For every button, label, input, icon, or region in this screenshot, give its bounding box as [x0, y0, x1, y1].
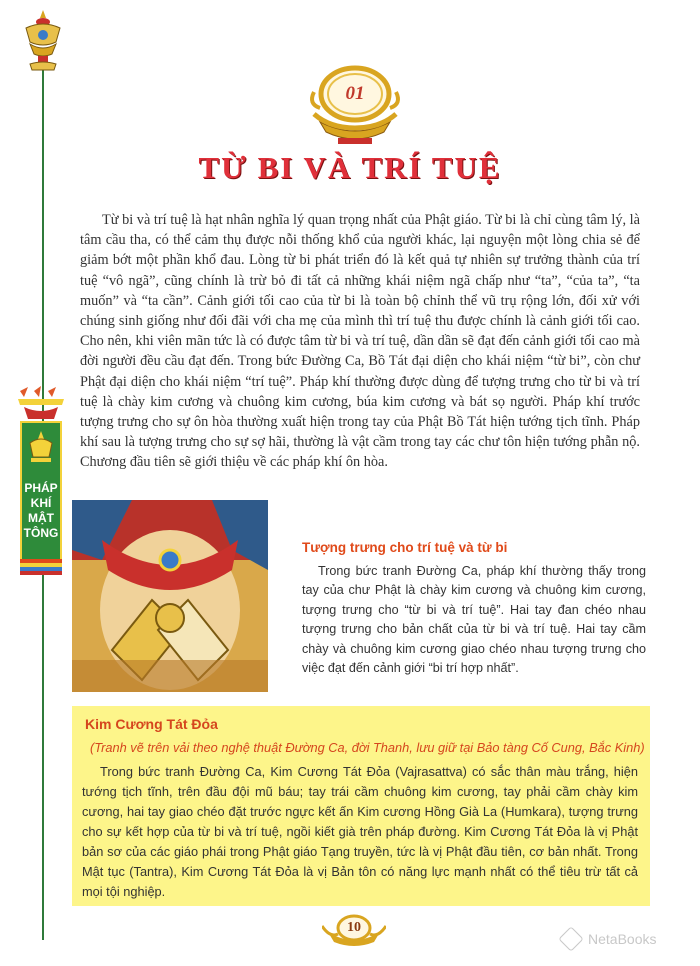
watermark-text: NetaBooks [588, 931, 657, 947]
chapter-badge [300, 62, 410, 150]
ritual-vessel-icon [18, 8, 68, 76]
watermark [562, 930, 656, 948]
box-text: Trong bức tranh Đường Ca, Kim Cương Tát Đỏa (Vajrasattva) có sắc thân màu trắng, hiện tướng tịch tĩnh, trên đầu đội mũ báu; tay trái cầm chuông kim cương, tay phải cầm chày kim cương, hai tay giao chéo đặt trước ngực kết ấn Kim cương Hồng Già La (Humkara), tượng trưng cho sự kết hợp của từ bi và trí tuệ, ngồi kiết già trên pháp đường. Kim Cương Tát Đỏa là vị Phật bản sơ của các giáo phái trong Phật giáo Tạng truyền, tức là vị Phật đầu tiên, cơ bản nhất. Trong Mật tục (Tantra), Kim Cương Tát Đỏa là vị Bản tôn có năng lực mạnh nhất có thể tiêu trừ tất cả mọi tội nghiệp. [82, 764, 638, 899]
page-number: 10 [347, 920, 361, 935]
intro-paragraph [80, 210, 640, 473]
intro-text: Từ bi và trí tuệ là hạt nhân nghĩa lý quan trọng nhất của Phật giáo. Từ bi là chỉ cùng tâm lý, là tâm cầu tha, có thể cảm thụ được nỗi thống khổ của người khác, lại nguyện một lòng chia sẻ để giảm bớt một phần khổ đau. Lòng từ bi phát triển đó là kết quả tự nhiên sự trưởng thành của trí tuệ “vô ngã”, cũng chính là trừ bỏ đi tất cả những khái niệm ngã chấp như “ta”, “của ta”, “ta muốn” và “ta cần”. Cảnh giới tối cao của từ bi là toàn bộ chỉnh thể vũ trụ rộng lớn, đối xử với chúng sinh giống như đối đãi với cha mẹ của mình thì trí tuệ thu được chính là cảnh giới tối cao. Cho nên, khi viên mãn tức là có được tâm từ bi và trí tuệ, dần dần sẽ đạt đến cảnh giới tối cao mà đời người đều cầu đạt đến. Trong bức Đường Ca, Bồ Tát đại diện cho khái niệm “từ bi”, còn chư Phật đại diện cho khái niệm “trí tuệ”. Pháp khí thường được dùng để tượng trưng cho từ bi và trí tuệ là chày kim cương và chuông kim cương, búa kim cương và bát sọ người. Pháp khí trước tượng trưng cho sự ôn hòa thường xuất hiện trong tay của Phật Bồ Tát hiện tướng tịch tĩnh. Pháp khí sau là tượng trưng cho sự sợ hãi, thường là vật cầm trong tay các chư tôn hiện tướng phẫn nộ. Chương đầu tiên sẽ giới thiệu về các pháp khí ôn hòa. [80, 212, 640, 471]
tab-line: PHÁP [24, 481, 58, 495]
box-title: Kim Cương Tát Đỏa [85, 716, 218, 732]
tab-line: MẬT [28, 511, 54, 525]
chapter-number: 01 [345, 83, 365, 104]
lotus-frame-icon [300, 62, 410, 150]
chapter-title: TỪ BI VÀ TRÍ TUỆ [198, 150, 502, 185]
section-body [302, 562, 646, 678]
section-text: Trong bức tranh Đường Ca, pháp khí thường thấy trong tay của chư Phật là chày kim cương và chuông kim cương, tượng trưng cho “từ bi và trí tuệ”. Hai tay đan chéo nhau tượng trưng cho bản chất của từ bi và trí tuệ. Hai tay cầm chày và chuông kim cương giao chéo nhau tượng trưng cho việc đạt đến cảnh giới “bi trí hợp nhất”. [302, 564, 646, 676]
thangka-painting-image [72, 500, 268, 692]
tab-line: TÔNG [23, 526, 59, 540]
box-body [82, 762, 638, 902]
tab-line: KHÍ [30, 496, 52, 510]
box-caption: (Tranh vẽ trên vải theo nghệ thuật Đường Ca, đời Thanh, lưu giữ tại Bảo tàng Cố Cung, Bắc Kinh) [90, 740, 645, 755]
vajra-bell-icon [22, 427, 60, 467]
watermark-logo-icon [558, 926, 583, 951]
page-number-ornament [322, 912, 386, 948]
section-heading: Tượng trưng cho trí tuệ và từ bi [302, 540, 508, 555]
tab-label [14, 481, 68, 541]
flame-ornament-icon [14, 385, 68, 425]
color-stripes [20, 559, 62, 575]
side-section-tab [14, 385, 68, 575]
